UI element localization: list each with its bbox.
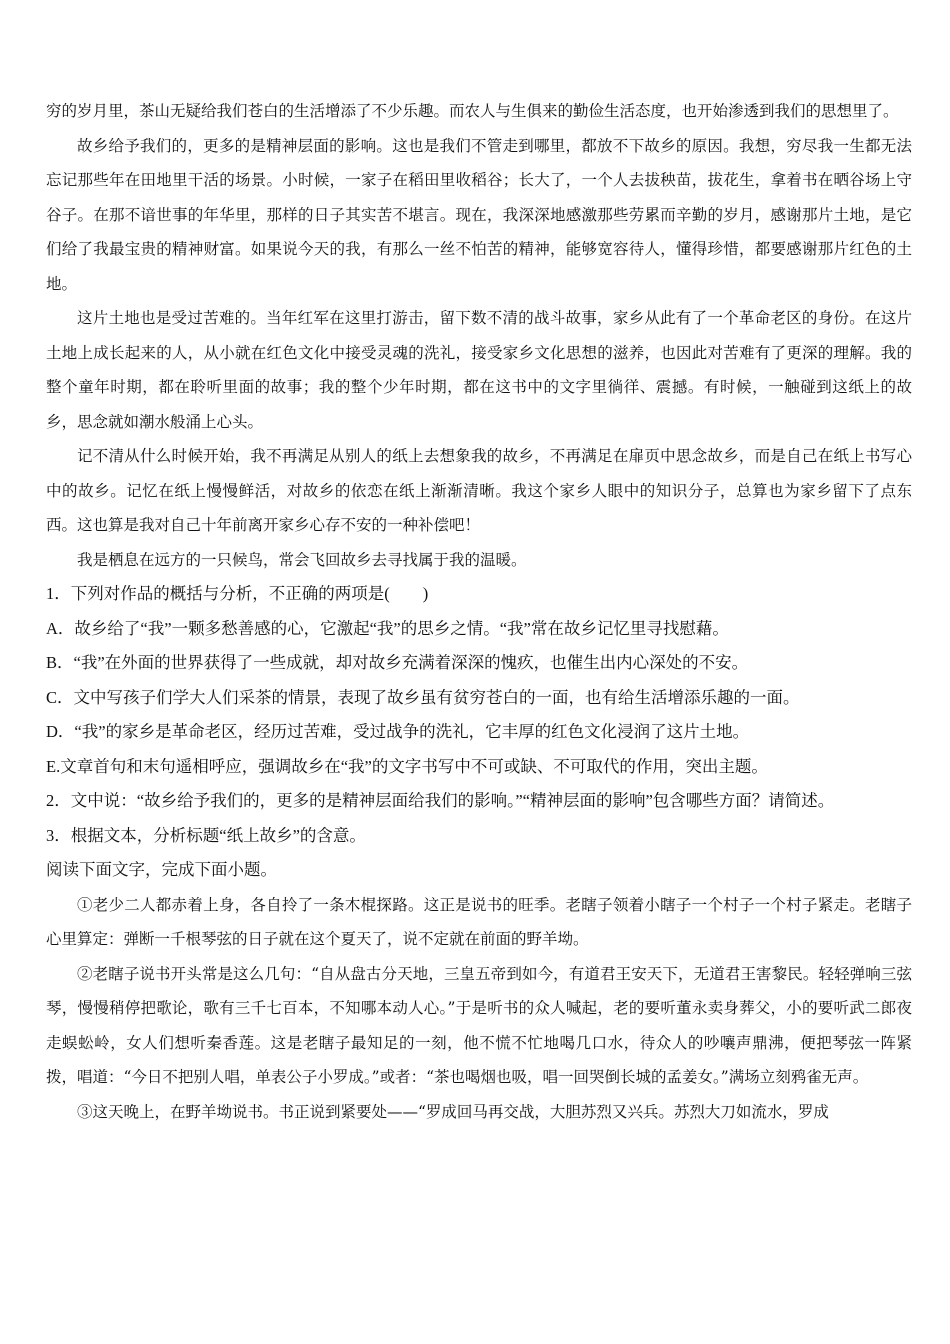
question-3: 3．根据文本，分析标题“纸上故乡”的含意。 bbox=[46, 825, 366, 845]
question-1-option-d: D．“我”的家乡是革命老区，经历过苦难，受过战争的洗礼，它丰厚的红色文化浸润了这片土地。 bbox=[46, 722, 750, 741]
question-1: 1．下列对作品的概括与分析，不正确的两项是( ) bbox=[46, 584, 429, 603]
passage2-paragraph-2: ②老瞎子说书开头常是这么几句：“自从盘古分天地，三皇五帝到如今，有道君王安天下，无道君王害黎民。轻轻弹响三弦琴，慢慢稍停把歌论，歌有三千七百本，不知哪本动人心。”于是听书的众人喊起，老的要听董永卖身葬父，小的要听武二郎夜走蜈蚣岭，女人们想听秦香莲。这是老瞎子最知足的一刻，他不慌不忙地喝几口水，待众人的吵嚷声鼎沸，便把琴弦一阵紧拨，唱道：“今日不把别人唱，单表公子小罗成。”或者：“茶也喝烟也吸，唱一回哭倒长城的孟姜女。”满场立刻鸦雀无声。 bbox=[46, 964, 912, 1086]
document-body bbox=[46, 94, 912, 1129]
passage1-paragraph-1: 故乡给予我们的，更多的是精神层面的影响。这也是我们不管走到哪里，都放不下故乡的原因。我想，穷尽我一生都无法忘记那些年在田地里干活的场景。小时候，一家子在稻田里收稻谷；长大了，一个人去拔秧苗，拔花生，拿着书在晒谷场上守谷子。在那不谙世事的年华里，那样的日子其实苦不堪言。现在，我深深地感激那些劳累而辛勤的岁月，感谢那片土地，是它们给了我最宝贵的精神财富。如果说今天的我，有那么一丝不怕苦的精神，能够宽容待人，懂得珍惜，都要感谢那片红色的土地。 bbox=[46, 136, 912, 293]
question-2: 2．文中说：“故乡给予我们的，更多的是精神层面给我们的影响。”“精神层面的影响”包含哪些方面？请简述。 bbox=[46, 791, 835, 810]
passage2-paragraph-1: ①老少二人都赤着上身，各自拎了一条木棍探路。这正是说书的旺季。老瞎子领着小瞎子一个村子一个村子紧走。老瞎子心里算定：弹断一千根琴弦的日子就在这个夏天了，说不定就在前面的野羊坳。 bbox=[46, 895, 912, 948]
passage1-paragraph-0: 穷的岁月里，茶山无疑给我们苍白的生活增添了不少乐趣。而农人与生俱来的勤俭生活态度，也开始渗透到我们的思想里了。 bbox=[46, 102, 899, 120]
question-1-option-b: B．“我”在外面的世界获得了一些成就，却对故乡充满着深深的愧疚，也催生出内心深处的不安。 bbox=[46, 653, 749, 672]
passage1-paragraph-3: 记不清从什么时候开始，我不再满足从别人的纸上去想象我的故乡，不再满足在扉页中思念故乡，而是自己在纸上书写心中的故乡。记忆在纸上慢慢鲜活，对故乡的依恋在纸上渐渐清晰。我这个家乡人眼中的知识分子，总算也为家乡留下了点东西。这也算是我对自己十年前离开家乡心存不安的一种补偿吧！ bbox=[46, 447, 912, 534]
passage2-paragraph-3: ③这天晚上，在野羊坳说书。书正说到紧要处——“罗成回马再交战，大胆苏烈又兴兵。苏烈大刀如流水，罗成 bbox=[77, 1102, 829, 1121]
question-1-option-c: C．文中写孩子们学大人们采茶的情景，表现了故乡虽有贫穷苍白的一面，也有给生活增添乐趣的一面。 bbox=[46, 687, 800, 707]
question-1-option-a: A．故乡给了“我”一颗多愁善感的心，它激起“我”的思乡之情。“我”常在故乡记忆里寻找慰藉。 bbox=[46, 618, 729, 638]
reading-instruction: 阅读下面文字，完成下面小题。 bbox=[46, 860, 277, 879]
passage1-paragraph-2: 这片土地也是受过苦难的。当年红军在这里打游击，留下数不清的战斗故事，家乡从此有了一个革命老区的身份。在这片土地上成长起来的人，从小就在红色文化中接受灵魂的洗礼，接受家乡文化思想的滋养，也因此对苦难有了更深的理解。我的整个童年时期，都在聆听里面的故事；我的整个少年时期，都在这书中的文字里徜徉、震撼。有时候，一触碰到这纸上的故乡，思念就如潮水般涌上心头。 bbox=[46, 309, 912, 431]
passage1-paragraph-4: 我是栖息在远方的一只候鸟，常会飞回故乡去寻找属于我的温暖。 bbox=[77, 550, 527, 569]
question-1-option-e: E.文章首句和末句遥相呼应，强调故乡在“我”的文字书写中不可或缺、不可取代的作用，突出主题。 bbox=[46, 756, 768, 776]
